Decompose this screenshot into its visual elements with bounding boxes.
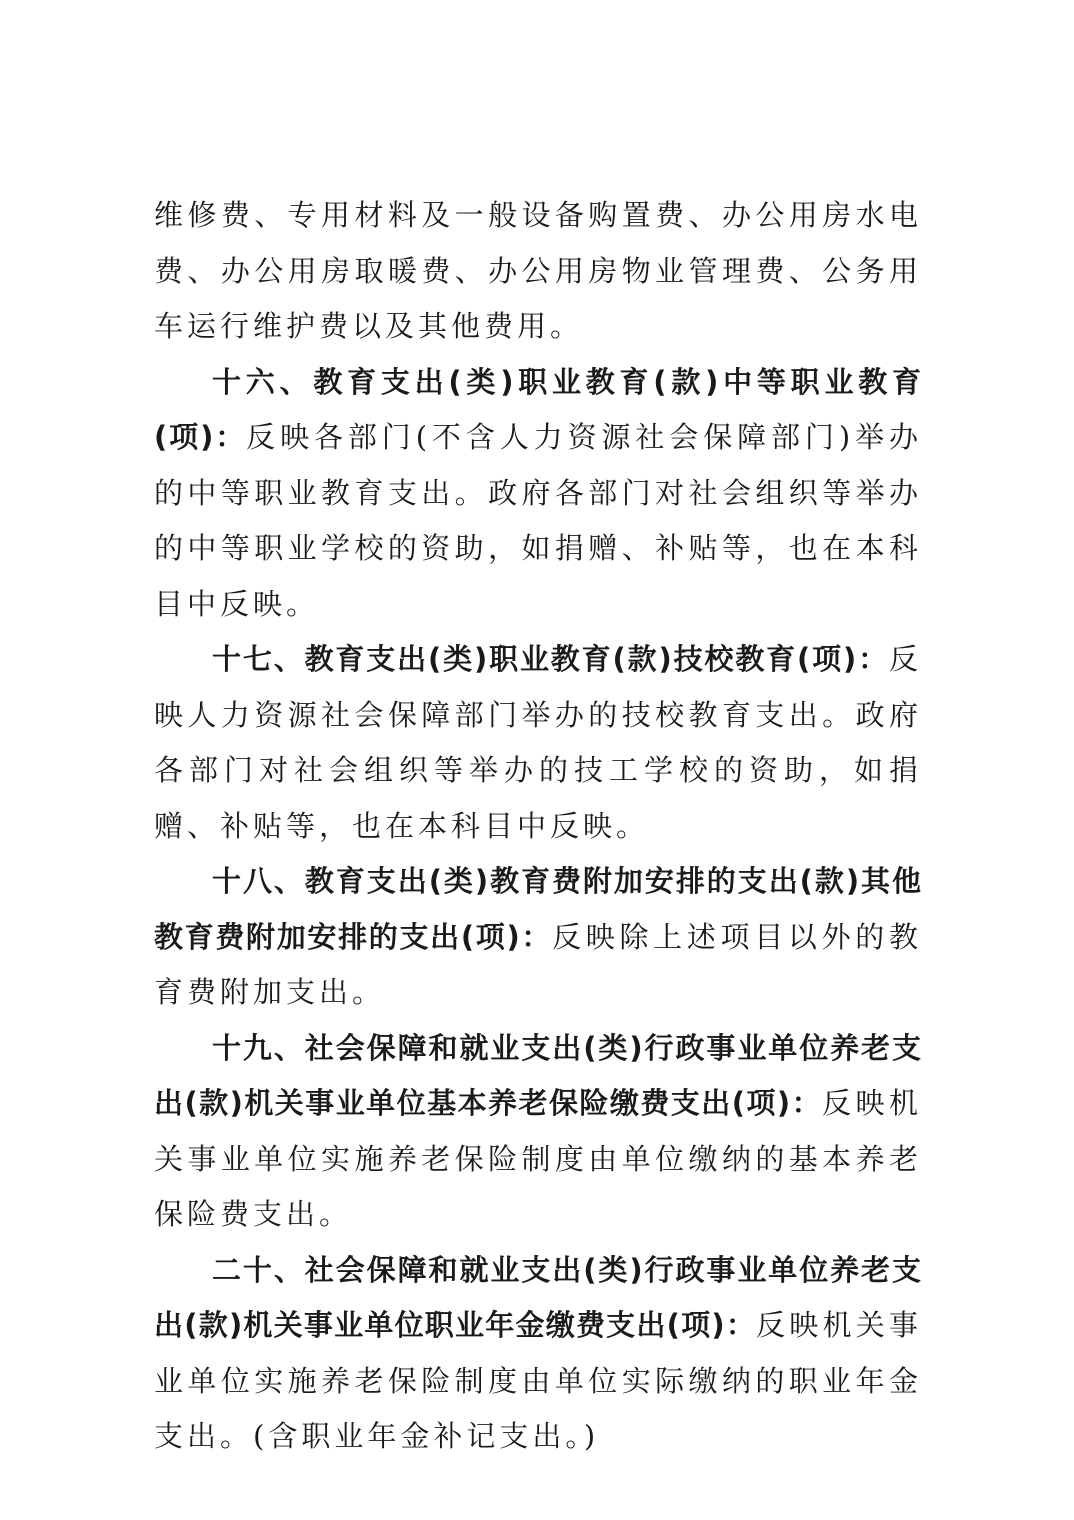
item-heading: 十八、教育支出(类)教育费附加安排的支出(款)其他教育费附加安排的支出(项)： (154, 864, 922, 954)
paragraph-item-20 (154, 1243, 922, 1465)
document-page (154, 188, 922, 1465)
item-heading: 十六、教育支出(类)职业教育(款)中等职业教育(项)： (154, 364, 922, 454)
item-text: 反映除上述项目以外的教育费附加支出。 (154, 919, 922, 1009)
paragraph-item-17 (154, 632, 922, 854)
paragraph-item-16 (154, 355, 922, 633)
paragraph-text: 维修费、专用材料及一般设备购置费、办公用房水电费、办公用房取暖费、办公用房物业管理费、公务用车运行维护费以及其他费用。 (154, 198, 922, 343)
paragraph-item-19 (154, 1021, 922, 1243)
item-text: 反映机关事业单位实施养老保险制度由单位缴纳的基本养老保险费支出。 (154, 1086, 922, 1231)
paragraph-item-18 (154, 854, 922, 1021)
item-text: 反映机关事业单位实施养老保险制度由单位实际缴纳的职业年金支出。(含职业年金补记支出。) (154, 1308, 922, 1453)
item-text: 反映各部门(不含人力资源社会保障部门)举办的中等职业教育支出。政府各部门对社会组织等举办的中等职业学校的资助，如捐赠、补贴等，也在本科目中反映。 (154, 420, 922, 621)
paragraph-continuation (154, 188, 922, 355)
item-heading: 十九、社会保障和就业支出(类)行政事业单位养老支出(款)机关事业单位基本养老保险缴费支出(项)： (154, 1030, 922, 1120)
item-text: 反映人力资源社会保障部门举办的技校教育支出。政府各部门对社会组织等举办的技工学校的资助，如捐赠、补贴等，也在本科目中反映。 (154, 642, 922, 843)
item-heading: 二十、社会保障和就业支出(类)行政事业单位养老支出(款)机关事业单位职业年金缴费支出(项)： (154, 1252, 922, 1342)
item-heading: 十七、教育支出(类)职业教育(款)技校教育(项)： (212, 642, 889, 676)
